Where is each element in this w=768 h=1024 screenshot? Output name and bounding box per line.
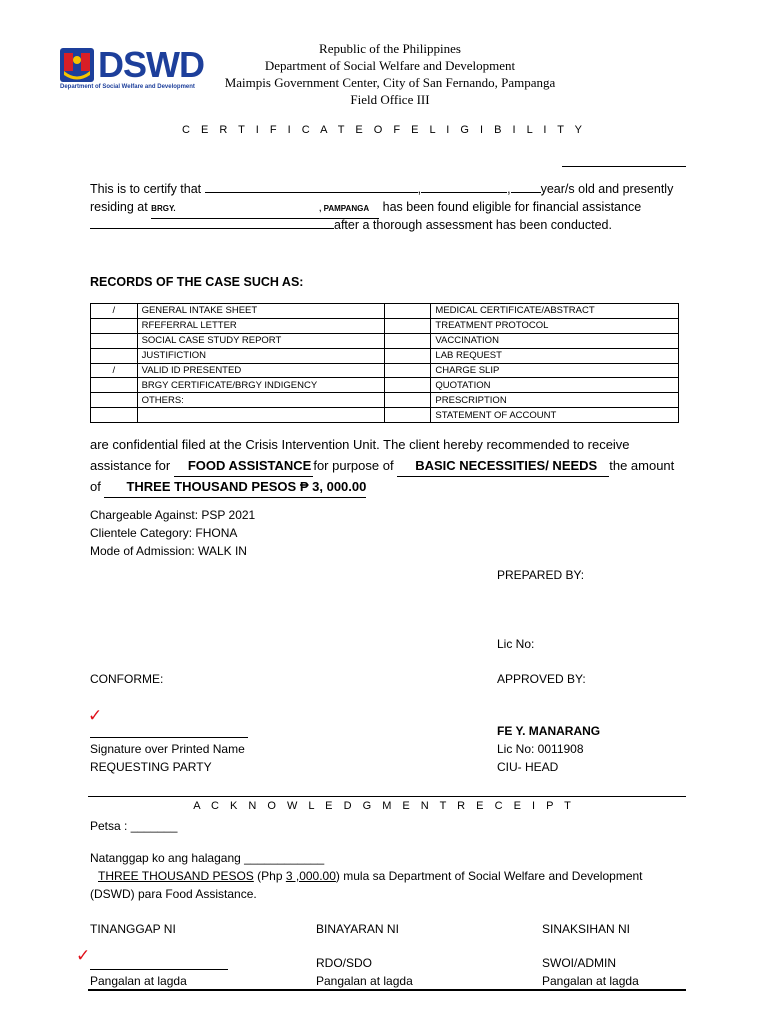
found-text: has been found eligible for financial assistance (382, 200, 642, 214)
clientele-category: Clientele Category: FHONA (90, 526, 238, 540)
tinanggap-sign-line (90, 969, 228, 970)
record-label-right: LAB REQUEST (431, 348, 679, 363)
record-mark-right (384, 363, 431, 378)
record-label-left: BRGY CERTIFICATE/BRGY INDIGENCY (137, 378, 384, 393)
age-blank (511, 192, 541, 193)
record-label-left: GENERAL INTAKE SHEET (137, 304, 384, 319)
header-line-4: Field Office III (350, 92, 430, 107)
details-block (90, 506, 255, 560)
swoi-label: SWOI/ADMIN (542, 956, 616, 970)
requesting-party: REQUESTING PARTY (90, 760, 212, 774)
the-amount-text: the amount (609, 458, 675, 473)
after-text: after a thorough assessment has been conducted. (334, 218, 612, 232)
province-label: , PAMPANGA (319, 204, 370, 213)
approver-name: FE Y. MANARANG (497, 724, 601, 738)
residing-text: residing at (90, 200, 148, 214)
pangalan-1: Pangalan at lagda (90, 974, 187, 988)
records-table (90, 303, 679, 423)
php-open: (Php (257, 869, 283, 883)
confidential-line-3 (90, 476, 690, 498)
record-label-right: MEDICAL CERTIFICATE/ABSTRACT (431, 304, 679, 319)
record-label-left: OTHERS: (137, 393, 384, 408)
check-mark-icon: ✓ (88, 706, 103, 725)
mode-of-admission: Mode of Admission: WALK IN (90, 544, 247, 558)
header-line-1: Republic of the Philippines (319, 41, 461, 56)
para-line: (DSWD) para Food Assistance. (90, 887, 257, 901)
records-row (91, 408, 679, 423)
binayaran-label: BINAYARAN NI (316, 922, 399, 936)
purpose-value: BASIC NECESSITIES/ NEEDS (415, 458, 598, 473)
ack-amount-line (90, 867, 643, 885)
header-line-3: Maimpis Government Center, City of San Fernando, Pampanga (224, 75, 556, 90)
record-label-right: CHARGE SLIP (431, 363, 679, 378)
petsa: Petsa : _______ (90, 819, 178, 833)
records-title: RECORDS OF THE CASE SUCH AS: (90, 275, 304, 289)
record-mark-left (91, 333, 138, 348)
ack-divider-top (88, 796, 686, 797)
lic-no-label: Lic No: (497, 637, 535, 651)
records-row (91, 348, 679, 363)
records-row (91, 393, 679, 408)
signature-line (90, 737, 248, 738)
name-blank (205, 192, 418, 193)
pangalan-3: Pangalan at lagda (542, 974, 639, 988)
confidential-line-2 (90, 455, 690, 477)
assistance-type-value: FOOD ASSISTANCE (187, 458, 312, 473)
purpose-of-text: for purpose of (313, 458, 394, 473)
record-label-left: RFEFERRAL LETTER (137, 318, 384, 333)
certify-line-1 (90, 180, 690, 198)
approver-lic: Lic No: 0011908 (497, 742, 584, 756)
dswd-emblem-icon (60, 48, 94, 82)
records-row (91, 333, 679, 348)
approver-position: CIU- HEAD (497, 760, 559, 774)
record-label-right: PRESCRIPTION (431, 393, 679, 408)
check-mark-icon: ✓ (76, 946, 91, 965)
comma: , (417, 182, 422, 196)
record-label-right: QUOTATION (431, 378, 679, 393)
dswd-logo (60, 44, 210, 94)
years-text: year/s old and presently (540, 182, 674, 196)
records-row (91, 318, 679, 333)
record-mark-right (384, 348, 431, 363)
sinaksihan-label: SINAKSIHAN NI (542, 922, 631, 936)
record-mark-right (384, 318, 431, 333)
record-mark-left (91, 378, 138, 393)
logo-wordmark: DSWD (98, 44, 204, 85)
record-mark-right (384, 333, 431, 348)
header-line-2: Department of Social Welfare and Development (264, 58, 516, 73)
record-mark-left: / (91, 363, 138, 378)
certificate-title: C E R T I F I C A T E O F E L I G I B I L I T Y (181, 124, 586, 136)
letterhead (200, 40, 580, 108)
confidential-line-1: are confidential filed at the Crisis Intervention Unit. The client hereby recommended to receive (90, 437, 630, 452)
ack-divider-bottom (88, 989, 686, 991)
assistance-type (174, 455, 314, 477)
record-mark-right (384, 408, 431, 423)
records-row (91, 304, 679, 319)
chargeable-against: Chargeable Against: PSP 2021 (90, 508, 256, 522)
logo-subtitle: Department of Social Welfare and Development (60, 84, 195, 90)
amount-words-value: THREE THOUSAND PESOS (126, 479, 297, 494)
of-text: of (90, 479, 101, 494)
pangalan-2: Pangalan at lagda (316, 974, 413, 988)
amount-words (104, 476, 366, 498)
record-mark-left: / (91, 304, 138, 319)
record-mark-left (91, 348, 138, 363)
ack-amount-words: THREE THOUSAND PESOS (98, 869, 254, 883)
record-mark-right (384, 378, 431, 393)
peso-sign: ₱ (299, 479, 309, 494)
comma: , (507, 182, 511, 196)
records-row (91, 378, 679, 393)
signature-label: Signature over Printed Name (90, 742, 245, 756)
ack-title: A C K N O W L E D G M E N T R E C E I P T (193, 800, 575, 812)
certify-text: This is to certify that (90, 182, 202, 196)
blank-2 (421, 192, 507, 193)
rdo-label: RDO/SDO (316, 956, 373, 970)
prepared-by-label: PREPARED BY: (497, 568, 585, 582)
record-mark-right (384, 393, 431, 408)
natanggap: Natanggap ko ang halagang ____________ (90, 851, 325, 865)
assist-for-text: assistance for (90, 458, 171, 473)
records-row (91, 363, 679, 378)
conforme-label: CONFORME: (90, 672, 164, 686)
record-label-right: VACCINATION (431, 333, 679, 348)
record-label-right: STATEMENT OF ACCOUNT (431, 408, 679, 423)
purpose (397, 455, 609, 477)
approver-block (497, 722, 600, 776)
record-label-left: SOCIAL CASE STUDY REPORT (137, 333, 384, 348)
amount-number: 3, 000.00 (312, 479, 367, 494)
record-label-left (137, 408, 384, 423)
certify-line-3 (90, 216, 690, 234)
record-mark-left (91, 318, 138, 333)
php-rest: ) mula sa Department of Social Welfare and Development (335, 869, 643, 883)
record-label-left: JUSTIFICTION (137, 348, 384, 363)
date-blank (562, 166, 686, 167)
signature-block (90, 740, 245, 776)
record-label-left: VALID ID PRESENTED (137, 363, 384, 378)
assistance-blank (90, 228, 334, 229)
record-mark-left (91, 408, 138, 423)
record-mark-right (384, 304, 431, 319)
brgy-label: BRGY. (151, 204, 176, 213)
record-mark-left (91, 393, 138, 408)
record-label-right: TREATMENT PROTOCOL (431, 318, 679, 333)
approved-by-label: APPROVED BY: (497, 672, 586, 686)
php-value: 3 ,000.00 (285, 869, 336, 883)
tinanggap-label: TINANGGAP NI (90, 922, 176, 936)
